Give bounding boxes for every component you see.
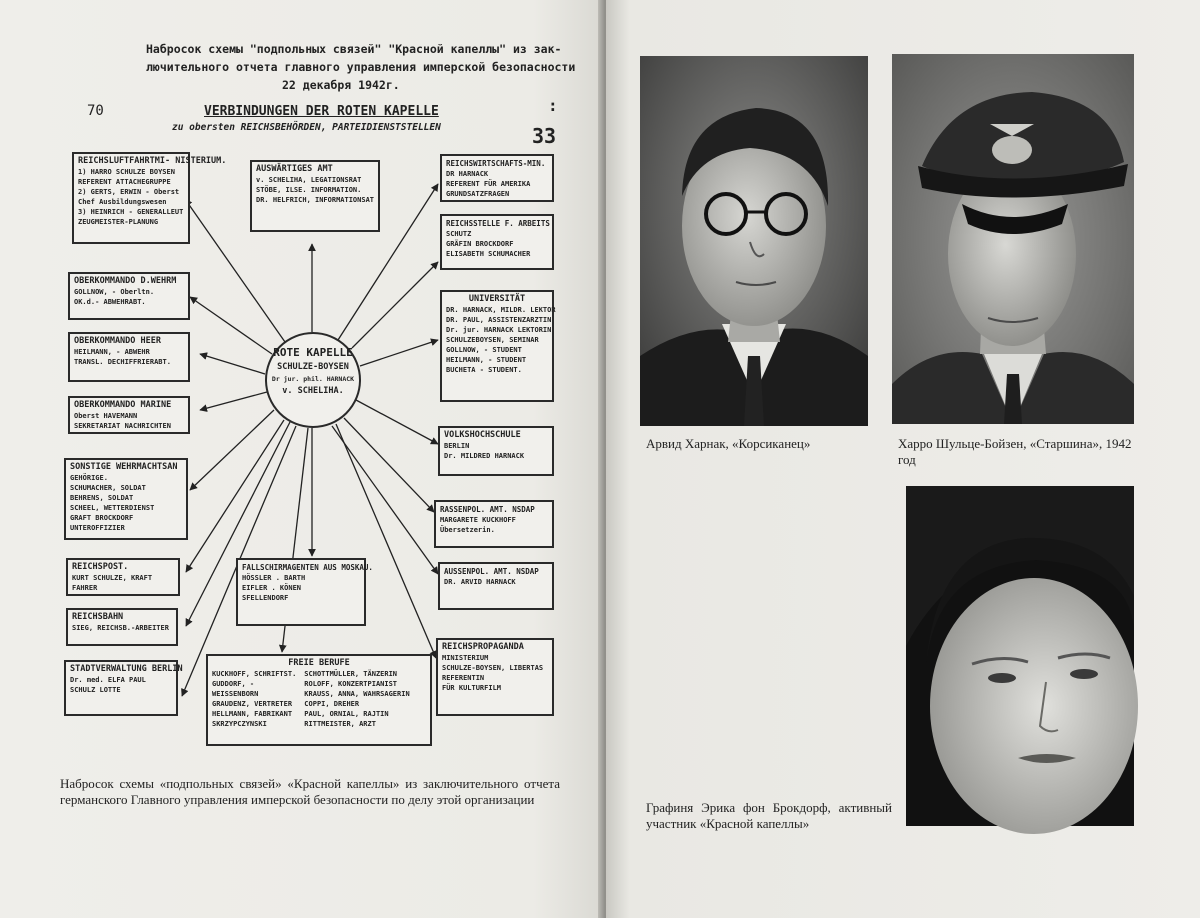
box-title: AUSWÄRTIGES AMT [256,164,333,174]
box-line: COPPI, DREHER [304,700,360,708]
freie-berufe-col-1 [212,669,296,729]
arrow-oberkommando-marine [200,392,267,410]
box-title: STADTVERWALTUNG BERLIN [70,664,183,674]
right-page [606,0,1200,918]
box-line: HÖSSLER . BARTH [242,574,306,582]
box-line: BUCHETA - STUDENT. [446,366,522,374]
diagram-header: VERBINDUNGEN DER ROTEN KAPELLE [204,104,439,119]
box-line: SCHUMACHER, SOLDAT [70,484,146,492]
box-line: REFERENTIN [442,674,485,682]
box-title: REICHSWIRTSCHAFTS-MIN. [446,159,546,168]
box-line: Übersetzerin. [440,526,495,534]
box-line: SCHULZEBOYSEN, SEMINAR [446,336,539,344]
box-line: HEILMANN, - ABWEHR [74,348,150,356]
page-number-left: 70 [87,103,104,119]
box-line: KRAUSS, ANNA, WAHRSAGERIN [304,690,410,698]
box-line: BERLIN [444,442,470,450]
box-title: FALLSCHIRMAGENTEN AUS MOSKAU. [242,563,373,572]
box-title: AUSSENPOL. AMT. NSDAP [444,567,539,576]
box-title: REICHSPOST. [72,562,129,572]
box-line: SKRZYPCZYNSKI [212,720,267,728]
box-line: GUDDORF, - [212,680,255,688]
box-universitaet [440,290,554,402]
box-line: BEHRENS, SOLDAT [70,494,134,502]
box-reichsbahn [66,608,178,646]
box-title: REICHSBAHN [72,612,124,622]
arrow-reichspost [186,420,284,572]
box-line: DR HARNACK [446,170,489,178]
box-line: MARGARETE KUCKHOFF [440,516,516,524]
box-oberkommando-marine [68,396,190,434]
arrow-volkshochschule [356,400,438,444]
photo-arvid-harnack [640,56,868,426]
box-title: OBERKOMMANDO HEER [74,336,161,346]
photo-erika-von-brockdorff [906,486,1134,826]
box-title: SONSTIGE WEHRMACHTSAN [70,462,178,472]
box-line: GEHÖRIGE. [70,474,108,482]
box-line: Dr. jur. HARNACK LEKTORIN [446,326,552,334]
box-title: UNIVERSITÄT [468,294,526,304]
box-line: SFELLENDORF [242,594,289,602]
box-line: Chef Ausbildungswesen [78,198,167,206]
box-line: GOLLNOW, - Oberltn. [74,288,155,296]
box-line: ZEUGMEISTER-PLANUNG [78,218,159,226]
box-line: PAUL, ORNIAL, RAJTIN [304,710,389,718]
box-line: ELISABETH SCHUMACHER [446,250,531,258]
box-freie-berufe [206,654,432,746]
box-title: FREIE BERUFE [288,658,350,668]
box-reichsstelle-arbeit [440,214,554,270]
document-title-line-2: лючительного отчета главного управления имперской безопасности [146,60,576,74]
photo-harro-schulze-boysen [892,54,1134,424]
box-title: REICHSSTELLE F. ARBEITS [446,219,550,228]
box-line: SIEG, REICHSB.-ARBEITER [72,624,169,632]
margin-marker: : [548,96,558,115]
box-line: GRAUDENZ, VERTRETER [212,700,293,708]
freie-berufe-col-2 [304,669,409,729]
box-reichspost [66,558,180,596]
box-line: Oberst HAVEMANN [74,412,138,420]
box-line: HEILMANN, - STUDENT [446,356,527,364]
box-line: ROLOFF, KONZERTPIANIST [304,680,398,688]
box-line: SCHEEL, WETTERDIENST [70,504,155,512]
box-line: SCHULZ LOTTE [70,686,121,694]
box-line: REFERENT ATTACHEGRUPPE [78,178,171,186]
box-line: RITTMEISTER, ARZT [304,720,376,728]
box-title: REICHSPROPAGANDA [442,642,524,652]
box-title: OBERKOMMANDO D.WEHRM [74,276,177,286]
box-line: SCHOTTMÜLLER, TÄNZERIN [304,670,398,678]
box-reichsluftfahrt [72,152,227,244]
box-line: Dr. med. ELFA PAUL [70,676,146,684]
box-reichspropaganda [436,638,554,716]
box-reichswirtschaft [440,154,554,202]
box-oberkommando-heer [68,332,190,382]
rote-kapelle-center [265,332,361,428]
diagram-caption: Набросок схемы «подпольных связей» «Красной капеллы» из заключительного отчета германского Главного управления имперской безопасности по делу этой организации [60,776,560,807]
box-title: RASSENPOL. AMT. NSDAP [440,505,535,514]
box-aussenpol [438,562,554,610]
box-line: FAHRER [72,584,98,592]
caption-photo-2: Харро Шульце-Бойзен, «Старшина», 1942 год [898,436,1132,467]
box-line: SCHULZE-BOYSEN, LIBERTAS [442,664,544,672]
box-line: OK.d.- ABWEHRABT. [74,298,146,306]
arrow-reichsstelle-arbeit [352,262,438,348]
box-line: TRANSL. DECHIFFRIERABT. [74,358,171,366]
center-line-2: SCHULZE-BOYSEN [277,362,349,372]
box-line: DR. ARVID HARNACK [444,578,516,586]
box-line: DR. PAUL, ASSISTENZARZTIN [446,316,552,324]
box-line: GRÄFIN BROCKDORF [446,240,514,248]
box-line: KURT SCHULZE, KRAFT [72,574,153,582]
box-line: SCHUTZ [446,230,472,238]
box-line: GRAFT BROCKDORF [70,514,134,522]
box-auswaertiges [250,160,380,232]
center-line-3: Dr jur. phil. HARNACK [271,375,355,383]
caption-photo-3: Графиня Эрика фон Брокдорф, активный участник «Красной капеллы» [646,800,892,831]
arrow-oberkommando-heer [200,354,265,374]
box-line: REFERENT FÜR AMERIKA [446,180,531,188]
box-line: EIFLER . KÖNEN [242,584,302,592]
box-line: KUCKHOFF, SCHRIFTST. [212,670,297,678]
freie-berufe-columns [212,669,426,729]
box-oberkommando-wehrm [68,272,190,320]
page-number-right: 33 [532,124,557,148]
document-title-date: 22 декабря 1942г. [282,78,400,92]
diagram-subheader: zu obersten REICHSBEHÖRDEN, PARTEIDIENSTSTELLEN [172,122,441,133]
box-title: VOLKSHOCHSCHULE [444,430,521,440]
arrow-rassenpol [344,418,434,512]
box-line: UNTEROFFIZIER [70,524,125,532]
document-title-line-1: Набросок схемы "подпольных связей" "Красной капеллы" из зак- [146,42,562,56]
box-fallschirmagenten [236,558,373,626]
box-line: GRUNDSATZFRAGEN [446,190,510,198]
box-line: DR. HARNACK, MILDR. LEKTOR [446,306,556,314]
box-title: OBERKOMMANDO MARINE [74,400,172,410]
arrow-universitaet [360,340,438,366]
caption-photo-1: Арвид Харнак, «Корсиканец» [646,436,811,451]
box-volkshochschule [438,426,554,476]
box-line: HELLMANN, FABRIKANT [212,710,293,718]
box-stadtverwaltung [64,660,183,716]
box-title: REICHSLUFTFAHRTMI- NISTERIUM. [78,156,227,166]
box-line: MINISTERIUM [442,654,489,662]
box-line: STÖBE, ILSE. INFORMATION. [256,186,362,194]
box-line: Dr. MILDRED HARNACK [444,452,525,460]
center-line-1: ROTE KAPELLE [273,346,353,359]
box-line: 2) GERTS, ERWIN - Oberst [78,188,180,196]
box-sonstige-wehrmacht [64,458,188,540]
box-line: v. SCHELIHA, LEGATIONSRAT [256,176,362,184]
box-line: 1) HARRO SCHULZE BOYSEN [78,168,175,176]
box-line: GOLLNOW, - STUDENT [446,346,522,354]
box-line: SEKRETARIAT NACHRICHTEN [74,422,171,430]
center-line-4: v. SCHELIHA. [282,386,344,396]
box-rassenpol [434,500,554,548]
box-line: WEISSENBORN [212,690,259,698]
box-line: 3) HEINRICH - GENERALLEUT [78,208,184,216]
box-line: FÜR KULTURFILM [442,684,502,692]
box-line: DR. HELFRICH, INFORMATIONSAT [256,196,375,204]
